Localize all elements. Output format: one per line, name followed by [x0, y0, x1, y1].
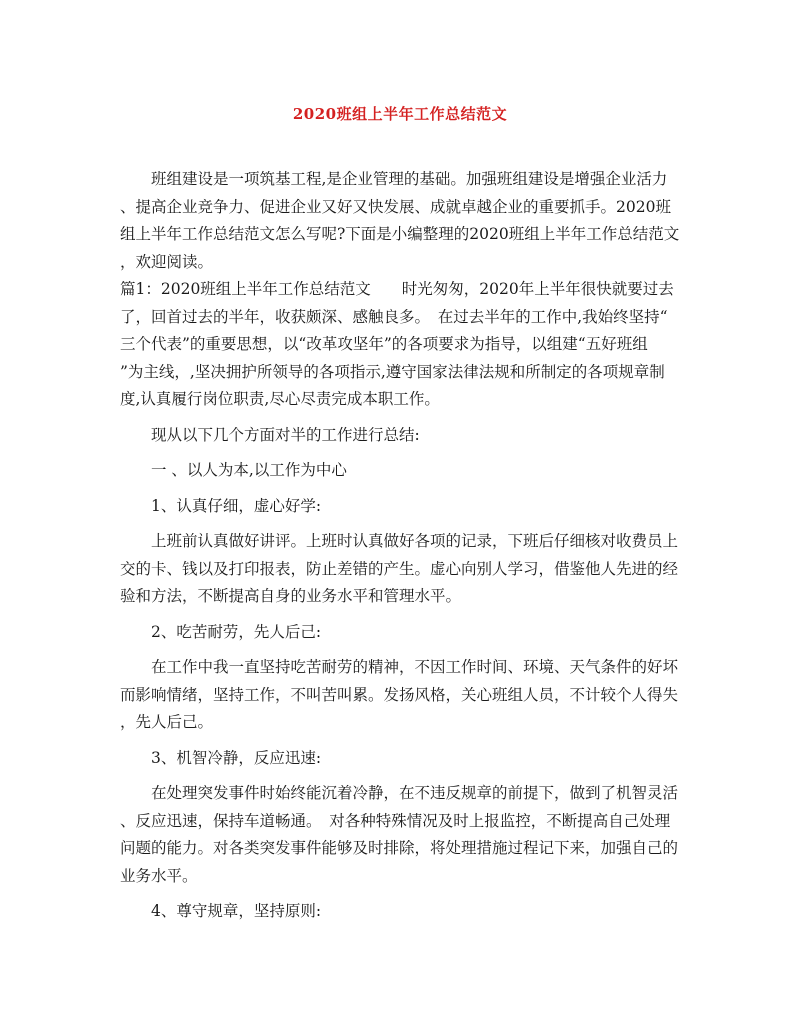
paragraph-line: 而影响情绪，坚持工作，不叫苦叫累。发扬风格，关心班组人员，不计较个人得失	[120, 685, 679, 704]
subsection-heading: 2、吃苦耐劳，先人后己:	[151, 622, 322, 641]
paragraph-line: 班组建设是一项筑基工程,是企业管理的基础。加强班组建设是增强企业活力	[151, 170, 668, 188]
paragraph-line: ，先人后己。	[120, 713, 214, 731]
section-heading: 一 、以人为本,以工作为中心	[151, 461, 347, 479]
document-title: 2020班组上半年工作总结范文	[292, 105, 508, 123]
paragraph-line: 在工作中我一直坚持吃苦耐劳的精神，不因工作时间、环境、天气条件的好坏	[151, 658, 679, 676]
paragraph-line: 组上半年工作总结范文怎么写呢?下面是小编整理的2020班组上半年工作总结范文	[120, 225, 680, 243]
subsection-heading: 1、认真仔细，虚心好学:	[151, 496, 322, 515]
paragraph-line: 了，回首过去的半年，收获颇深、感触良多。 在过去半年的工作中,我始终坚持“	[120, 307, 668, 326]
paragraph-line: 度,认真履行岗位职责,尽心尽责完成本职工作。	[120, 390, 440, 408]
paragraph-line: 篇1：2020班组上半年工作总结范文 时光匆匆，2020年上半年很快就要过去	[120, 280, 674, 298]
paragraph-line: 三个代表”的重要思想，以“改革攻坚年”的各项要求为指导，以组建“五好班组	[120, 335, 648, 353]
paragraph-line: 业务水平。	[120, 866, 198, 885]
paragraph-line: 交的卡、钱以及打印报表，防止差错的产生。虚心向别人学习，借鉴他人先进的经	[120, 559, 679, 578]
paragraph-line: 现从以下几个方面对半的工作进行总结:	[151, 425, 420, 444]
paragraph-line: 、反应迅速，保持车道畅通。 对各种特殊情况及时上报监控，不断提高自己处理	[120, 811, 671, 830]
subsection-heading: 3、机智冷静，反应迅速:	[151, 748, 322, 767]
paragraph-line: 问题的能力。对各类突发事件能够及时排除，将处理措施过程记下来，加强自己的	[120, 839, 679, 857]
paragraph-line: ”为主线，,坚决拥护所领导的各项指示,遵守国家法律法规和所制定的各项规章制	[120, 362, 665, 381]
paragraph-line: 、提高企业竞争力、促进企业又好又快发展、成就卓越企业的重要抓手。2020班	[120, 197, 671, 216]
paragraph-line: 在处理突发事件时始终能沉着冷静，在不违反规章的前提下，做到了机智灵活	[151, 784, 679, 802]
paragraph-line: 上班前认真做好讲评。上班时认真做好各项的记录，下班后仔细核对收费员上	[151, 532, 679, 550]
subsection-heading: 4、尊守规章，坚持原则:	[151, 902, 322, 920]
paragraph-line: 验和方法，不断提高自身的业务水平和管理水平。	[120, 587, 462, 605]
document-body	[120, 166, 685, 926]
paragraph-line: ，欢迎阅读。	[120, 252, 214, 271]
